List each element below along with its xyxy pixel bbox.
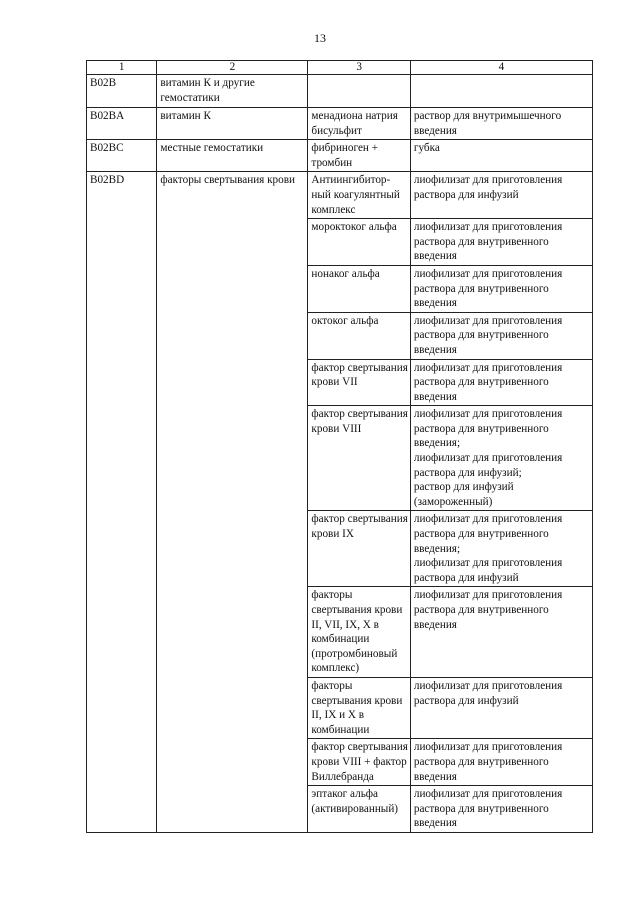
substance-cell: фибриноген + тромбин (308, 140, 410, 172)
substance-cell: мороктоког альфа (308, 219, 410, 266)
form-cell: губка (410, 140, 592, 172)
substance-cell: фактор свертывания крови VIII + фактор Виллебранда (308, 739, 410, 786)
table-row (87, 140, 593, 172)
substance-cell: факторы свертывания крови II, IX и X в комбинации (308, 677, 410, 738)
form-cell: лиофилизат для приготовления раствора для внутривенного введения; лиофилизат для приготовления раствора для инфузий; раствор для инфузий (замороженный) (410, 406, 592, 511)
substance-cell: нонаког альфа (308, 265, 410, 312)
atc-code-cell: B02BA (87, 108, 157, 140)
form-cell: лиофилизат для приготовления раствора для внутривенного введения (410, 219, 592, 266)
substance-cell: факторы свертывания крови II, VII, IX, X в комбинации (протромбиновый комплекс) (308, 587, 410, 678)
substance-cell: фактор свертывания крови VII (308, 359, 410, 406)
column-header: 3 (308, 61, 410, 75)
page-number: 13 (314, 31, 326, 45)
form-cell: лиофилизат для приготовления раствора для инфузий (410, 677, 592, 738)
drug-table (86, 60, 593, 833)
form-cell: лиофилизат для приготовления раствора для внутривенного введения (410, 739, 592, 786)
form-cell: лиофилизат для приготовления раствора для внутривенного введения (410, 265, 592, 312)
column-header: 4 (410, 61, 592, 75)
form-cell: лиофилизат для приготовления раствора для инфузий (410, 172, 592, 219)
group-cell: факторы свертывания крови (157, 172, 308, 833)
substance-cell (308, 75, 410, 108)
column-header: 1 (87, 61, 157, 75)
form-cell: лиофилизат для приготовления раствора для внутривенного введения (410, 786, 592, 833)
atc-code-cell: B02BD (87, 172, 157, 833)
form-cell: лиофилизат для приготовления раствора для внутривенного введения (410, 312, 592, 359)
form-cell: лиофилизат для приготовления раствора для внутривенного введения; лиофилизат для приготовления раствора для инфузий (410, 511, 592, 587)
group-cell: витамин К и другие гемостатики (157, 75, 308, 108)
form-cell: лиофилизат для приготовления раствора для внутривенного введения (410, 587, 592, 678)
form-cell (410, 75, 592, 108)
atc-code-cell: B02BC (87, 140, 157, 172)
substance-cell: Антиингибитор- ный коагулянтный комплекс (308, 172, 410, 219)
form-cell: раствор для внутримышечного введения (410, 108, 592, 140)
group-cell: местные гемостатики (157, 140, 308, 172)
column-header: 2 (157, 61, 308, 75)
substance-cell: фактор свертывания крови VIII (308, 406, 410, 511)
table-row (87, 108, 593, 140)
group-cell: витамин К (157, 108, 308, 140)
form-cell: лиофилизат для приготовления раствора для внутривенного введения (410, 359, 592, 406)
substance-cell: октоког альфа (308, 312, 410, 359)
table-row (87, 75, 593, 108)
substance-cell: менадиона натрия бисульфит (308, 108, 410, 140)
substance-cell: эптаког альфа (активированный) (308, 786, 410, 833)
atc-code-cell: B02B (87, 75, 157, 108)
table-row (87, 172, 593, 219)
table-header-row (87, 61, 593, 75)
substance-cell: фактор свертывания крови IX (308, 511, 410, 587)
